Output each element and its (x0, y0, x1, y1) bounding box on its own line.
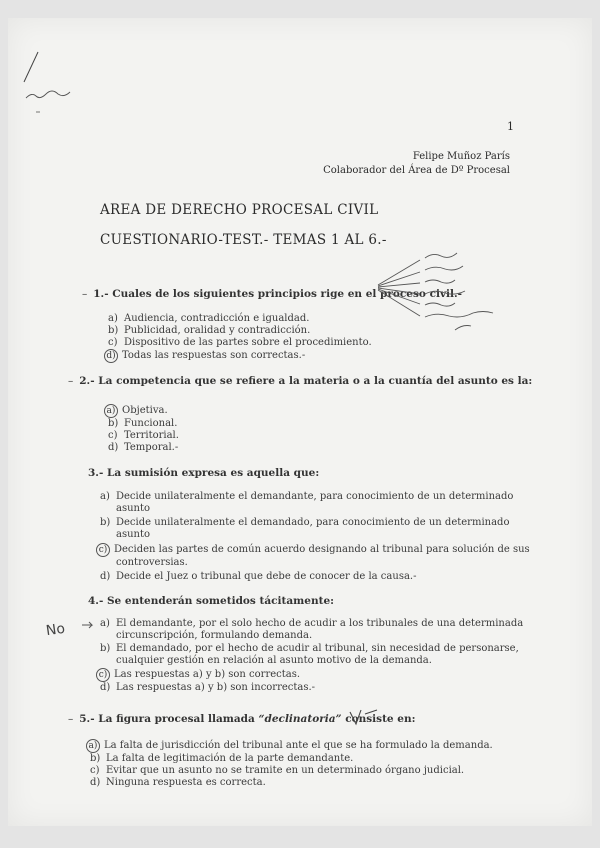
option-3a-cont: asunto (116, 503, 151, 514)
author-role: Colaborador del Área de Dº Procesal (323, 165, 510, 176)
question-5: – 5.- La figura procesal llamada “declinatoria” consiste en: (68, 713, 416, 725)
arrow-icon (82, 622, 92, 628)
question-3-text: 3.- La sumisión expresa es aquella que: (88, 467, 320, 479)
option-2a: a) Objetiva. (108, 404, 179, 418)
option-5b: b) La falta de legitimación de la parte demandante. (90, 753, 354, 764)
option-1d: d) Todas las respuestas son correctas.- (108, 349, 372, 363)
option-2b: b) Funcional. (108, 418, 178, 429)
option-4a: a) El demandante, por el solo hecho de acudir a los tribunales de una determinada (100, 618, 524, 629)
author-name: Felipe Muñoz París (412, 151, 510, 162)
handwritten-note: No (44, 620, 67, 640)
option-5c: c) Evitar que un asunto no se tramite en un determinado órgano judicial. (90, 765, 465, 776)
check-mark-icon (350, 710, 377, 724)
area-title: AREA DE DERECHO PROCESAL CIVIL (100, 202, 379, 218)
question-2: – 2.- La competencia que se refiere a la materia o a la cuantía del asunto es la: (68, 375, 533, 387)
question-2-text: 2.- La competencia que se refiere a la materia o a la cuantía del asunto es la: (79, 375, 533, 387)
declinatoria-term: “declinatoria” (258, 713, 342, 725)
option-3c-cont: controversias. (116, 557, 188, 568)
scribble-icon (26, 91, 70, 98)
option-3c: c) Deciden las partes de común acuerdo designando al tribunal para solución de sus (100, 543, 530, 557)
option-3a: a) Decide unilateralmente el demandante, para conocimiento de un determinado (100, 491, 514, 502)
option-3d: d) Decide el Juez o tribunal que debe de conocer de la causa.- (100, 571, 417, 582)
option-5d: d) Ninguna respuesta es correcta. (90, 777, 266, 788)
option-4b-cont: cualquier gestión en relación al asunto motivo de la demanda. (116, 655, 432, 666)
option-5a: a) La falta de jurisdicción del tribunal ante el que se ha formulado la demanda. (90, 739, 493, 753)
question-1: – 1.- Cuales de los siguientes principios rige en el proceso civil.- (82, 288, 463, 300)
option-1c: c) Dispositivo de las partes sobre el procedimiento. (108, 337, 372, 348)
question-1-text: 1.- Cuales de los siguientes principios rige en el proceso civil.- (93, 288, 463, 300)
question-4-text: 4.- Se entenderán sometidos tácitamente: (88, 595, 334, 607)
exam-title: CUESTIONARIO-TEST.- TEMAS 1 AL 6.- (100, 232, 387, 248)
answer-circle-mark: c) (96, 668, 110, 682)
option-1a: a) Audiencia, contradicción e igualdad. (108, 313, 310, 324)
option-4a-cont: circunscripción, formulando demanda. (116, 630, 313, 641)
option-4d: d) Las respuestas a) y b) son incorrectas.- (100, 682, 316, 693)
margin-notes-icon (378, 253, 493, 330)
answer-circle-mark: a) (86, 739, 100, 753)
pen-stroke-icon (24, 52, 38, 82)
option-4b: b) El demandado, por el hecho de acudir al tribunal, sin necesidad de personarse, (100, 643, 519, 654)
option-3b-cont: asunto (116, 529, 151, 540)
option-4c: c) Las respuestas a) y b) son correctas. (100, 668, 523, 682)
option-3b: b) Decide unilateralmente el demandado, para conocimiento de un determinado (100, 517, 510, 528)
answer-circle-mark: c) (96, 543, 110, 557)
answer-circle-mark: a) (104, 404, 118, 418)
answer-circle-mark: d) (104, 349, 118, 363)
option-1b: b) Publicidad, oralidad y contradicción. (108, 325, 311, 336)
option-2c: c) Territorial. (108, 430, 179, 441)
page-number: 1 (507, 120, 514, 133)
option-2d: d) Temporal.- (108, 442, 179, 453)
